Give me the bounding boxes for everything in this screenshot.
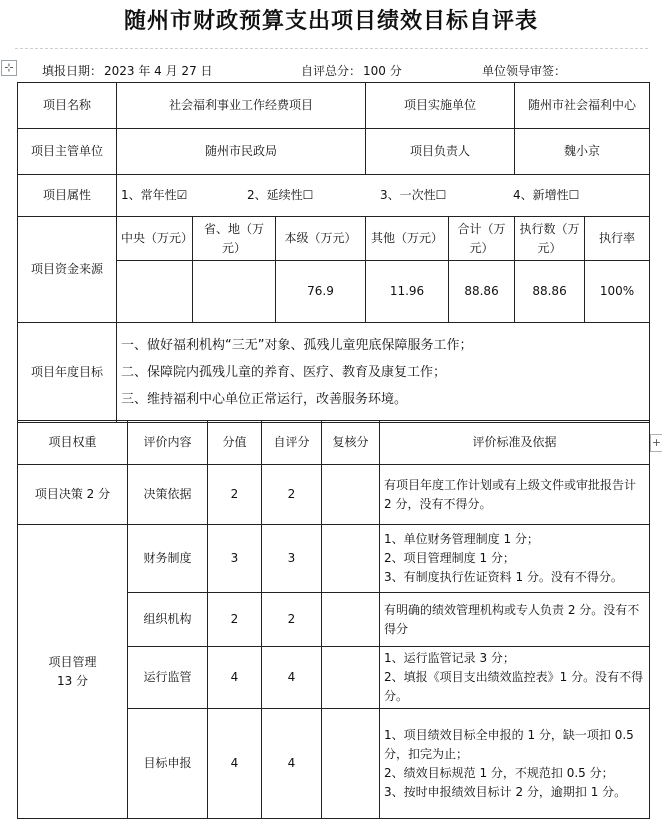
eval-header-self: 自评分 <box>262 421 322 465</box>
attr-options <box>117 175 650 217</box>
page-title: 随州市财政预算支出项目绩效目标自评表 <box>123 9 538 34</box>
eval-content: 目标申报 <box>128 709 208 819</box>
attr-label: 项目属性 <box>18 175 117 217</box>
criteria-line: 有项目年度工作计划或有上级文件或审批报告计 2 分，没有不得分。 <box>384 477 637 511</box>
eval-content: 决策依据 <box>128 465 208 525</box>
goal-item: 三、维持福利中心单位正常运行，改善服务环境。 <box>121 392 408 407</box>
goal-item: 一、做好福利机构“三无”对象、孤残儿童兜底保障服务工作； <box>121 338 473 353</box>
eval-content: 运行监管 <box>128 647 208 709</box>
funds-executed: 88.86 <box>515 261 585 323</box>
eval-review-score <box>322 709 380 819</box>
funds-local: 76.9 <box>276 261 366 323</box>
eval-header-content: 评价内容 <box>128 421 208 465</box>
eval-self-score: 4 <box>262 647 322 709</box>
criteria-line: 1、运行监管记录 3 分； <box>384 651 515 665</box>
funds-central <box>117 261 193 323</box>
eval-weight-management: 项目管理 13 分 <box>18 525 128 819</box>
eval-score: 2 <box>208 593 262 647</box>
eval-criteria <box>380 709 650 819</box>
funds-header-central: 中央（万元） <box>117 217 193 261</box>
attr-option-perennial: 1、常年性☑ <box>121 188 188 202</box>
eval-self-score: 4 <box>262 709 322 819</box>
eval-header-review: 复核分 <box>322 421 380 465</box>
eval-score: 3 <box>208 525 262 593</box>
funds-header-other: 其他（万元） <box>366 217 449 261</box>
impl-unit: 随州市社会福利中心 <box>515 83 650 129</box>
eval-review-score <box>322 525 380 593</box>
eval-criteria <box>380 593 650 647</box>
score-value: 100 分 <box>363 64 402 78</box>
eval-header-criteria: 评价标准及依据 <box>380 421 650 465</box>
eval-review-score <box>322 465 380 525</box>
funds-header-local: 本级（万元） <box>276 217 366 261</box>
funds-rate: 100% <box>585 261 650 323</box>
eval-self-score: 2 <box>262 465 322 525</box>
eval-score: 4 <box>208 647 262 709</box>
attr-option-continuing: 2、延续性☐ <box>247 188 314 202</box>
supervisor-label: 项目主管单位 <box>18 129 117 175</box>
eval-table <box>17 420 650 819</box>
funds-other: 11.96 <box>366 261 449 323</box>
impl-unit-label: 项目实施单位 <box>366 83 515 129</box>
supervisor: 随州市民政局 <box>117 129 366 175</box>
criteria-line: 2、绩效目标规范 1 分，不规范扣 0.5 分； <box>384 765 614 780</box>
eval-criteria <box>380 525 650 593</box>
criteria-line: 1、单位财务管理制度 1 分； <box>384 532 539 546</box>
add-column-icon[interactable]: + <box>650 434 662 452</box>
criteria-line: 2、填报《项目支出绩效监控表》1 分。没有不得分。 <box>384 670 644 703</box>
funds-header-executed: 执行数（万元） <box>515 217 585 261</box>
criteria-line: 2、项目管理制度 1 分； <box>384 551 515 565</box>
table-move-handle-icon[interactable]: ⊹ <box>1 60 17 76</box>
funds-header-rate: 执行率 <box>585 217 650 261</box>
project-name: 社会福利事业工作经费项目 <box>117 83 366 129</box>
fill-date-label: 填报日期： <box>42 64 103 78</box>
person-label: 项目负责人 <box>366 129 515 175</box>
criteria-line: 3、按时申报绩效目标计 2 分，逾期扣 1 分。 <box>384 784 627 799</box>
eval-self-score: 3 <box>262 525 322 593</box>
eval-review-score <box>322 647 380 709</box>
page-gridline <box>15 48 648 49</box>
attr-option-onetime: 3、一次性☐ <box>380 188 447 202</box>
eval-review-score <box>322 593 380 647</box>
eval-self-score: 2 <box>262 593 322 647</box>
project-name-label: 项目名称 <box>18 83 117 129</box>
eval-header-score: 分值 <box>208 421 262 465</box>
funds-header-province: 省、地（万元） <box>193 217 276 261</box>
attr-option-new: 4、新增性☐ <box>513 188 580 202</box>
eval-score: 2 <box>208 465 262 525</box>
info-table <box>17 82 650 423</box>
funds-label: 项目资金来源 <box>18 217 117 323</box>
eval-content: 组织机构 <box>128 593 208 647</box>
eval-weight-decision: 项目决策 2 分 <box>18 465 128 525</box>
score-label: 自评总分： <box>301 64 362 78</box>
criteria-line: 有明确的绩效管理机构或专人负责 2 分。没有不得分 <box>384 602 640 636</box>
eval-score: 4 <box>208 709 262 819</box>
eval-criteria <box>380 647 650 709</box>
goals-label: 项目年度目标 <box>18 323 117 423</box>
person: 魏小京 <box>515 129 650 175</box>
goal-item: 二、保障院内孤残儿童的养育、医疗、教育及康复工作； <box>121 365 447 380</box>
fill-date: 2023 年 4 月 27 日 <box>104 64 213 78</box>
goals-content <box>117 323 650 423</box>
criteria-line: 3、有制度执行佐证资料 1 分。没有不得分。 <box>384 570 623 584</box>
funds-header-total: 合计（万元） <box>449 217 515 261</box>
funds-province <box>193 261 276 323</box>
eval-content: 财务制度 <box>128 525 208 593</box>
leader-sign-label: 单位领导审签： <box>482 64 567 78</box>
eval-criteria <box>380 465 650 525</box>
criteria-line: 1、项目绩效目标全申报的 1 分，缺一项扣 0.5 分，扣完为止； <box>384 727 634 761</box>
funds-total: 88.86 <box>449 261 515 323</box>
eval-header-weight: 项目权重 <box>18 421 128 465</box>
